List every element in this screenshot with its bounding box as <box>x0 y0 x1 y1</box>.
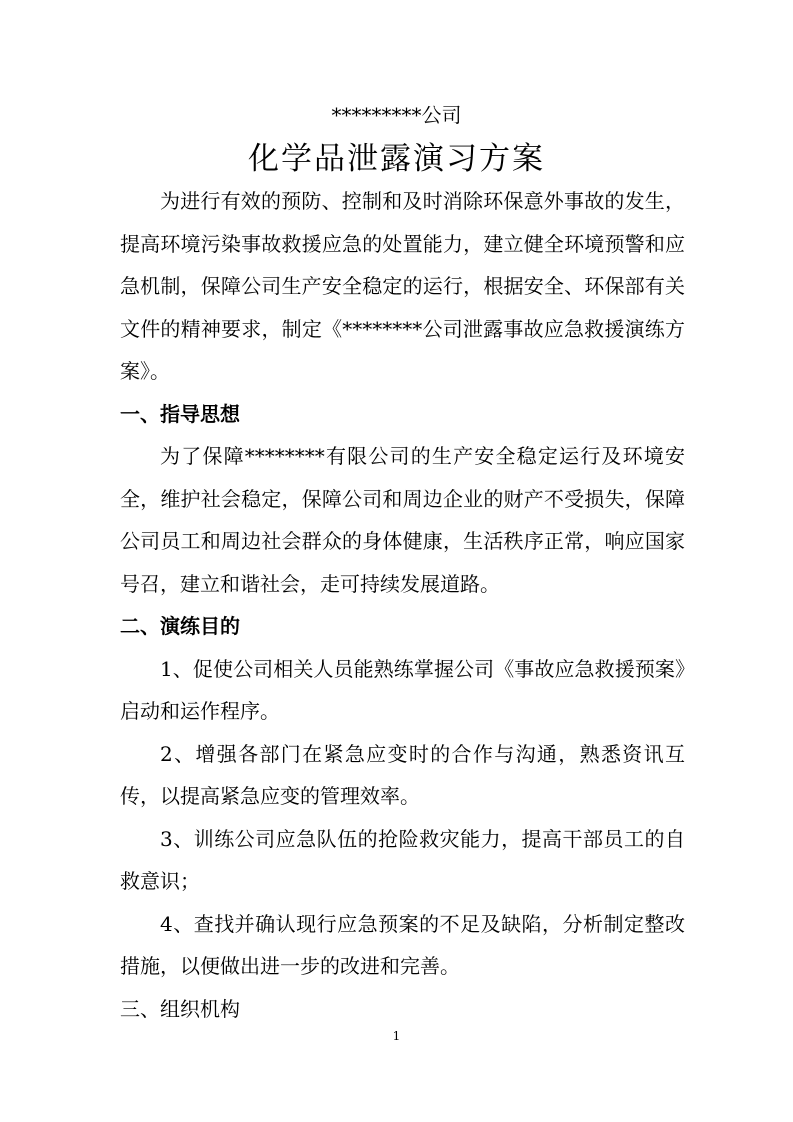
page-number: 1 <box>392 1029 401 1043</box>
drill-purpose-item-2: 2、增强各部门在紧急应变时的合作与沟通，熟悉资讯互传，以提高紧急应变的管理效率。 <box>120 741 685 808</box>
drill-purpose-item-4: 4、查找并确认现行应急预案的不足及缺陷，分析制定整改措施，以便做出进一步的改进和完善。 <box>120 911 685 978</box>
guiding-idea-paragraph: 为了保障********有限公司的生产安全稳定运行及环境安全，维护社会稳定，保障公司和周边企业的财产不受损失，保障公司员工和周边社会群众的身体健康，生活秩序正常，响应国家号召，建立和谐社会，走可持续发展道路。 <box>120 444 685 596</box>
intro-paragraph: 为进行有效的预防、控制和及时消除环保意外事故的发生，提高环境污染事故救援应急的处置能力，建立健全环境预警和应急机制，保障公司生产安全稳定的运行，根据安全、环保部有关文件的精神要求，制定《********公司泄露事故应急救援演练方案》。 <box>120 189 685 383</box>
document-body <box>120 180 685 1030</box>
drill-purpose-item-1: 1、促使公司相关人员能熟练掌握公司《事故应急救援预案》启动和运作程序。 <box>120 656 685 723</box>
section-heading-organization: 三、组织机构 <box>120 996 240 1021</box>
drill-purpose-item-3: 3、训练公司应急队伍的抢险救灾能力，提高干部员工的自救意识； <box>120 826 685 893</box>
section-heading-guiding-idea: 一、指导思想 <box>120 401 240 426</box>
company-name: *********公司 <box>331 103 462 127</box>
section-heading-drill-purpose: 二、演练目的 <box>120 614 240 638</box>
document-title: 化学品泄露演习方案 <box>248 141 545 177</box>
